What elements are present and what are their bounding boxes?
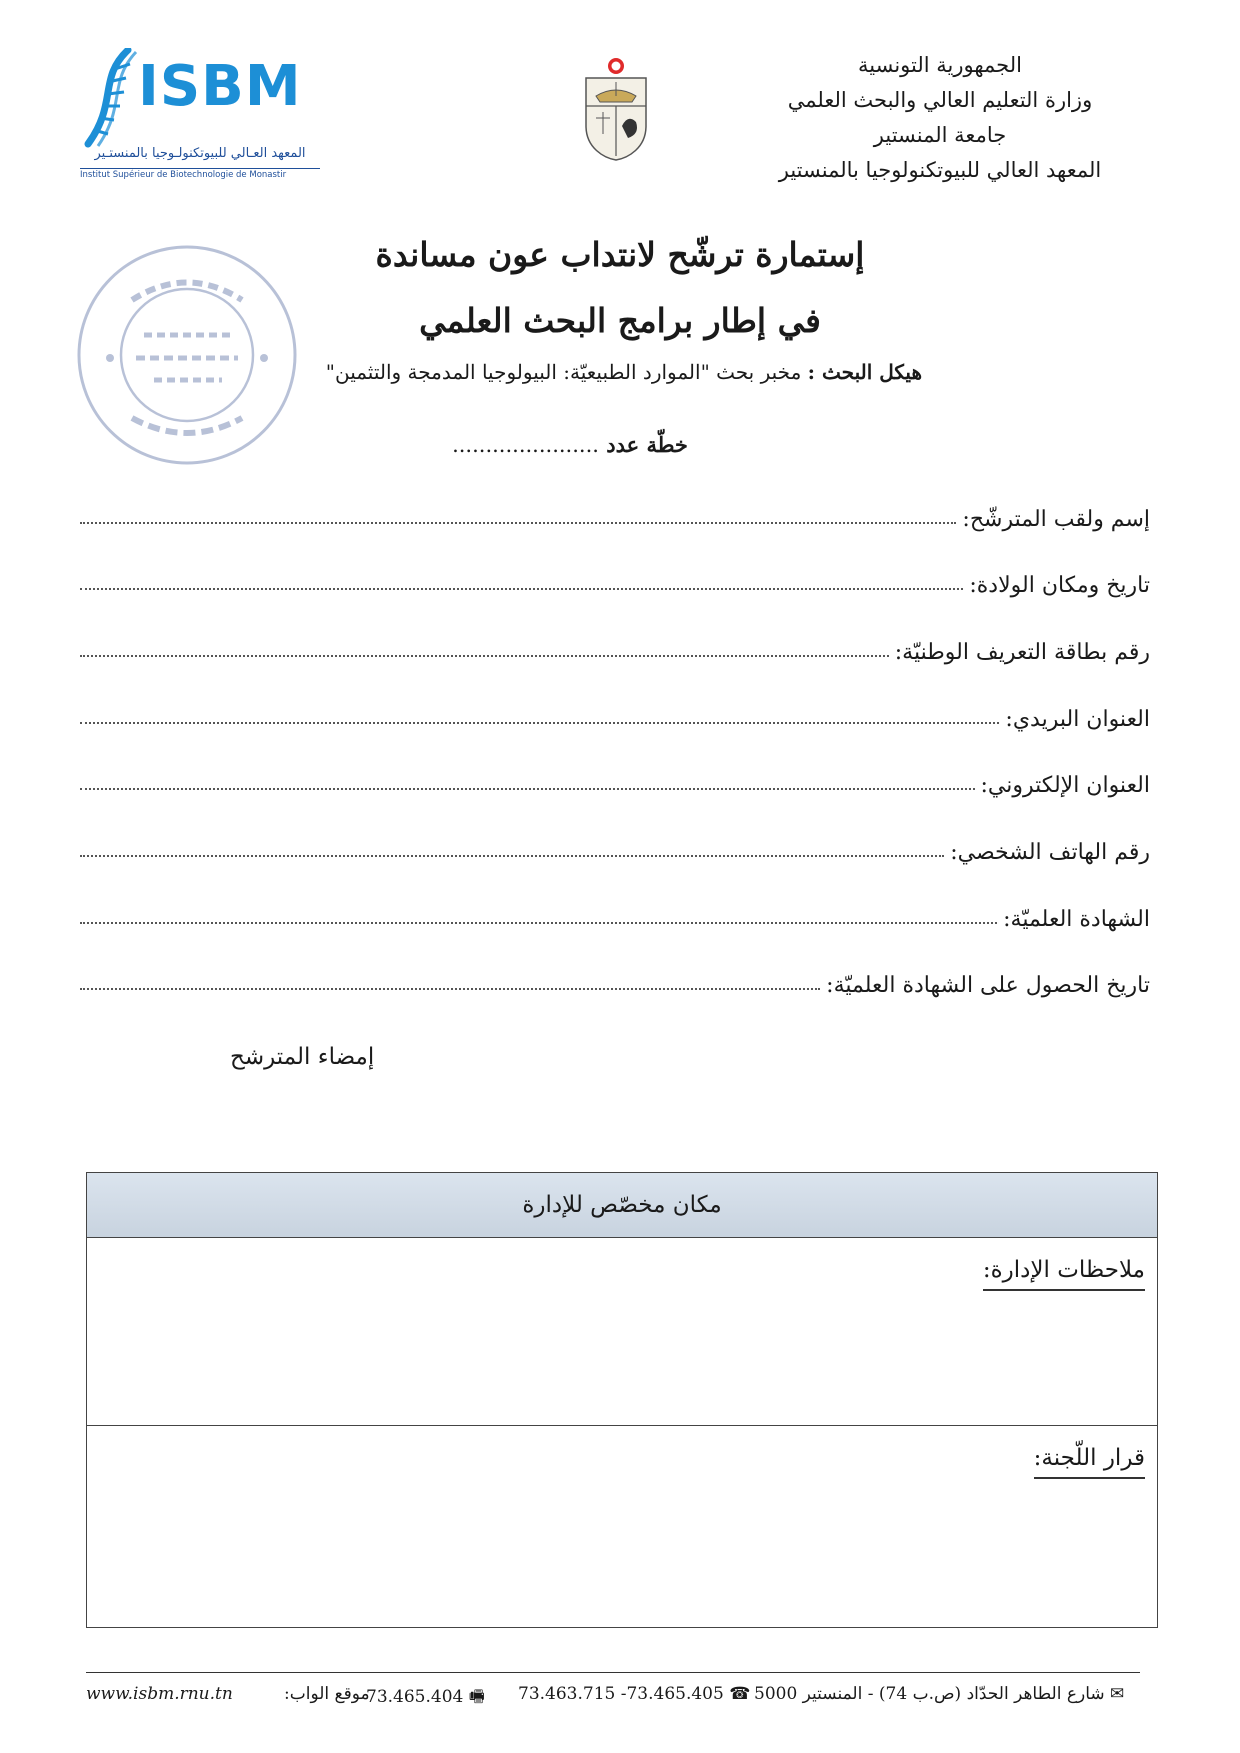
admin-remarks-label: ملاحظات الإدارة:: [983, 1257, 1145, 1291]
footer-address-text: شارع الطاهر الحدّاد (ص.ب 74) - المنستير 5000: [754, 1684, 1105, 1704]
field-label: تاريخ الحصول على الشهادة العلميّة:: [826, 973, 1150, 998]
position-number-dots: ......................: [452, 433, 599, 457]
field-degree-date[interactable]: [80, 958, 1150, 998]
field-dotted-line[interactable]: [80, 854, 944, 857]
field-dotted-line[interactable]: [80, 587, 963, 590]
mail-icon: ✉: [1110, 1684, 1125, 1704]
logo-arabic-name: المعهد العـالي للبيوتكنولـوجيا بالمنستـير: [94, 146, 306, 161]
header-line-institute: المعهد العالي للبيوتكنولوجيا بالمنستير: [778, 158, 1102, 182]
field-label: العنوان البريدي:: [1005, 707, 1150, 732]
dna-icon: [78, 48, 140, 148]
research-structure: [222, 360, 922, 384]
isbm-logo: [78, 48, 323, 198]
field-label: العنوان الإلكتروني:: [980, 773, 1150, 798]
administration-box: [86, 1172, 1158, 1628]
field-birth-date-place[interactable]: [80, 558, 1150, 598]
fax-icon: 🖷: [468, 1687, 485, 1707]
committee-decision-area[interactable]: [87, 1425, 1157, 1629]
committee-decision-label: قرار اللّجنة:: [1034, 1445, 1145, 1479]
header-line-ministry: وزارة التعليم العالي والبحث العلمي: [787, 88, 1093, 112]
candidate-signature-label: إمضاء المترشح: [230, 1044, 375, 1070]
administration-box-heading: مكان مخصّص للإدارة: [87, 1173, 1157, 1238]
field-degree[interactable]: [80, 892, 1150, 932]
field-dotted-line[interactable]: [80, 921, 997, 924]
field-dotted-line[interactable]: [80, 654, 889, 657]
footer-phone-numbers: 73.463.715 -73.465.405: [518, 1684, 724, 1704]
position-number-label: خطّة عدد: [606, 432, 688, 457]
research-structure-label: هيكل البحث :: [807, 360, 922, 384]
field-label: إسم ولقب المترشّح:: [962, 507, 1150, 532]
header-line-republic: الجمهورية التونسية: [858, 53, 1022, 77]
field-label: تاريخ ومكان الولادة:: [969, 573, 1150, 598]
field-phone[interactable]: [80, 825, 1150, 865]
position-number: [400, 432, 740, 457]
field-dotted-line[interactable]: [80, 721, 999, 724]
field-email[interactable]: [80, 758, 1150, 798]
official-stamp-icon: [72, 240, 302, 470]
field-label: رقم الهاتف الشخصي:: [950, 840, 1150, 865]
admin-remarks-area[interactable]: [87, 1237, 1157, 1426]
field-label: رقم بطاقة التعريف الوطنيّة:: [894, 640, 1150, 665]
form-title: [300, 222, 940, 354]
logo-french-name: Institut Supérieur de Biotechnologie de Monastir: [80, 170, 287, 180]
tunisia-emblem-icon: [578, 56, 654, 162]
field-full-name[interactable]: [80, 492, 1150, 532]
form-title-line1: إستمارة ترشّح لانتداب عون مساندة: [375, 235, 865, 274]
form-title-line2: في إطار برامج البحث العلمي: [419, 301, 821, 340]
logo-divider: [80, 168, 320, 169]
footer-website[interactable]: www.isbm.rnu.tn: [86, 1684, 233, 1704]
field-dotted-line[interactable]: [80, 521, 956, 524]
field-dotted-line[interactable]: [80, 987, 820, 990]
field-dotted-line[interactable]: [80, 787, 975, 790]
footer-fax: [366, 1684, 485, 1713]
footer-divider: [86, 1672, 1140, 1673]
header-institution-block: [760, 48, 1120, 188]
header-line-university: جامعة المنستير: [873, 123, 1007, 147]
footer: [86, 1684, 1140, 1710]
field-national-id[interactable]: [80, 625, 1150, 665]
footer-website-label: موقع الواب:: [284, 1684, 370, 1704]
phone-icon: ☎: [729, 1684, 751, 1704]
footer-phones: [518, 1684, 750, 1704]
logo-wordmark: ISBM: [138, 54, 302, 119]
field-postal-address[interactable]: [80, 692, 1150, 732]
field-label: الشهادة العلميّة:: [1003, 907, 1150, 932]
research-structure-value: مخبر بحث "الموارد الطبيعيّة: البيولوجيا المدمجة والتثمين": [325, 360, 802, 384]
footer-fax-number: 73.465.404: [366, 1687, 464, 1707]
footer-address: [754, 1684, 1124, 1704]
